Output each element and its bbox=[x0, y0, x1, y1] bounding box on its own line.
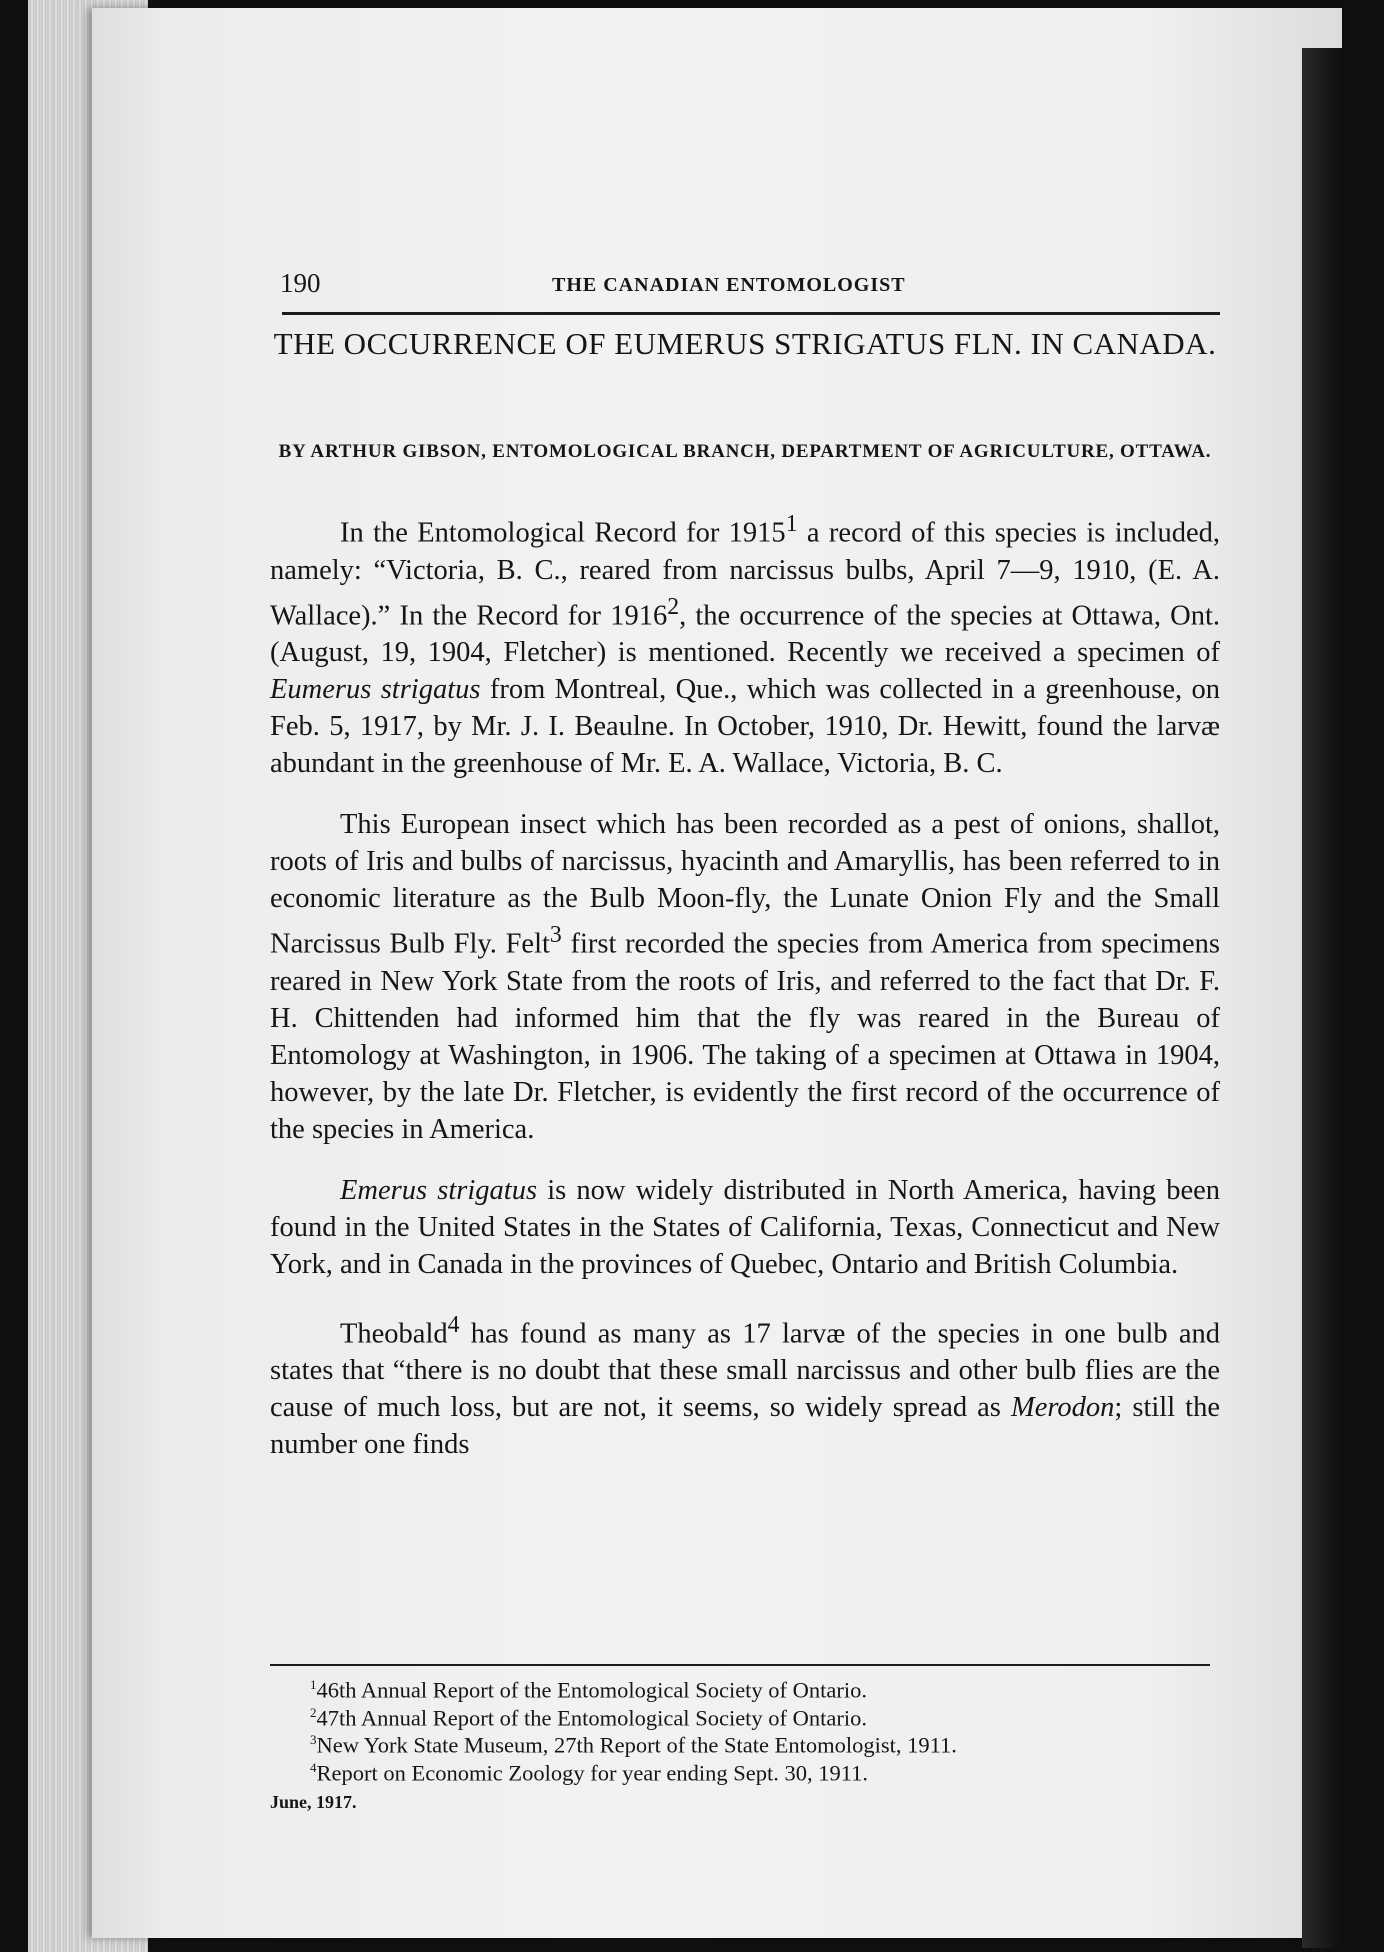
footnote-rule bbox=[270, 1664, 1210, 1666]
footnote-text: Report on Economic Zoology for year ending Sept. 30, 1911. bbox=[316, 1760, 869, 1785]
footnote bbox=[310, 1702, 1210, 1730]
page-number: 190 bbox=[280, 268, 321, 298]
text-run: has found as many as 17 larvæ of the species in one bulb and states that “there is no doubt that these small narcissus and other bulb flies are the cause of much loss, but are not, it seems, so widely spread as bbox=[270, 1318, 1220, 1423]
footnote-mark: 3 bbox=[310, 1732, 317, 1747]
footnotes-list bbox=[310, 1674, 1210, 1784]
footnote-mark: 1 bbox=[310, 1677, 317, 1692]
footnote bbox=[310, 1674, 1210, 1702]
footnote bbox=[310, 1757, 1210, 1785]
text-run: first recorded the species from America from specimens reared in New York State from the roots of Iris, and referred to the fact that Dr. F. H. Chittenden had informed him that the fly was reared in the Bureau of Entomology at Washington, in 1906. The taking of a specimen at Ottawa in 1904, however, by the late Dr. Fletcher, is evidently the first record of the occurrence of the species in America. bbox=[270, 928, 1220, 1145]
text-run: from Montreal, Que., which was collected in a greenhouse, on Feb. 5, 1917, by Mr. J. I. Beaulne. In October, 1910, Dr. Hewitt, found the larvæ abundant in the greenhouse of Mr. E. A. Wallace, Victoria, B. C. bbox=[270, 674, 1220, 779]
text-run: , the occurrence of the species at Ottawa, Ont. (August, 19, 1904, Fletcher) is mentioned. Recently we received a specimen of bbox=[270, 600, 1220, 668]
text-run: This European insect which has been recorded as a pest of onions, shallot, roots of Iris and bulbs of narcissus, hyacinth and Amaryllis, has been referred to in economic literature as the Bulb Moon-fly, the Lunate Onion Fly and the Small Narcissus Bulb Fly. Felt bbox=[270, 809, 1220, 960]
article-body bbox=[270, 506, 1220, 1463]
author-byline: BY ARTHUR GIBSON, ENTOMOLOGICAL BRANCH, DEPARTMENT OF AGRICULTURE, OTTAWA. bbox=[278, 441, 1212, 462]
footnote-mark: 4 bbox=[310, 1759, 317, 1775]
italic-species-name: Emerus strigatus bbox=[340, 1174, 538, 1206]
text-run: is now widely distributed in North America, having been found in the United States in the States of California, Texas, Connecticut and New York, and in Canada in the provinces of Quebec, Ontario and British Columbia. bbox=[270, 1174, 1220, 1280]
article-title: THE OCCURRENCE OF EUMERUS STRIGATUS FLN. IN CANADA. bbox=[273, 326, 1217, 361]
footnote bbox=[310, 1729, 1210, 1757]
body-paragraph bbox=[270, 506, 1220, 782]
footnote-reference: 1 bbox=[785, 511, 798, 537]
footnote-reference: 3 bbox=[549, 922, 562, 948]
text-run: a record of this species is included, namely: “Victoria, B. C., reared from narcissus bulbs, April 7—9, 1910, (E. A. Wallace).” In the Record for 1916 bbox=[270, 517, 1220, 631]
header-rule bbox=[282, 312, 1220, 315]
footnote-text: New York State Museum, 27th Report of the State Entomologist, 1911. bbox=[316, 1732, 957, 1758]
footnote-reference: 2 bbox=[667, 593, 680, 620]
text-run: In the Entomological Record for 1915 bbox=[340, 517, 786, 549]
running-head bbox=[280, 268, 1220, 298]
issue-dateline: June, 1917. bbox=[270, 1792, 357, 1812]
body-paragraph bbox=[270, 1307, 1220, 1464]
footnote-text: 47th Annual Report of the Entomological Society of Ontario. bbox=[316, 1705, 868, 1730]
italic-species-name: Merodon bbox=[1010, 1392, 1115, 1423]
body-paragraph bbox=[270, 806, 1220, 1148]
footnote-text: 46th Annual Report of the Entomological Society of Ontario. bbox=[316, 1677, 868, 1703]
italic-species-name: Eumerus strigatus bbox=[270, 674, 481, 705]
book-spine-shadow bbox=[1302, 48, 1342, 1948]
text-run: ; still the number one finds bbox=[270, 1392, 1221, 1460]
footnote-reference: 4 bbox=[447, 1311, 460, 1338]
footnote-mark: 2 bbox=[310, 1704, 317, 1720]
page-content bbox=[270, 0, 1220, 1952]
text-run: Theobald bbox=[340, 1318, 448, 1349]
journal-title: THE CANADIAN ENTOMOLOGIST bbox=[552, 274, 906, 296]
body-paragraph bbox=[270, 1172, 1220, 1283]
